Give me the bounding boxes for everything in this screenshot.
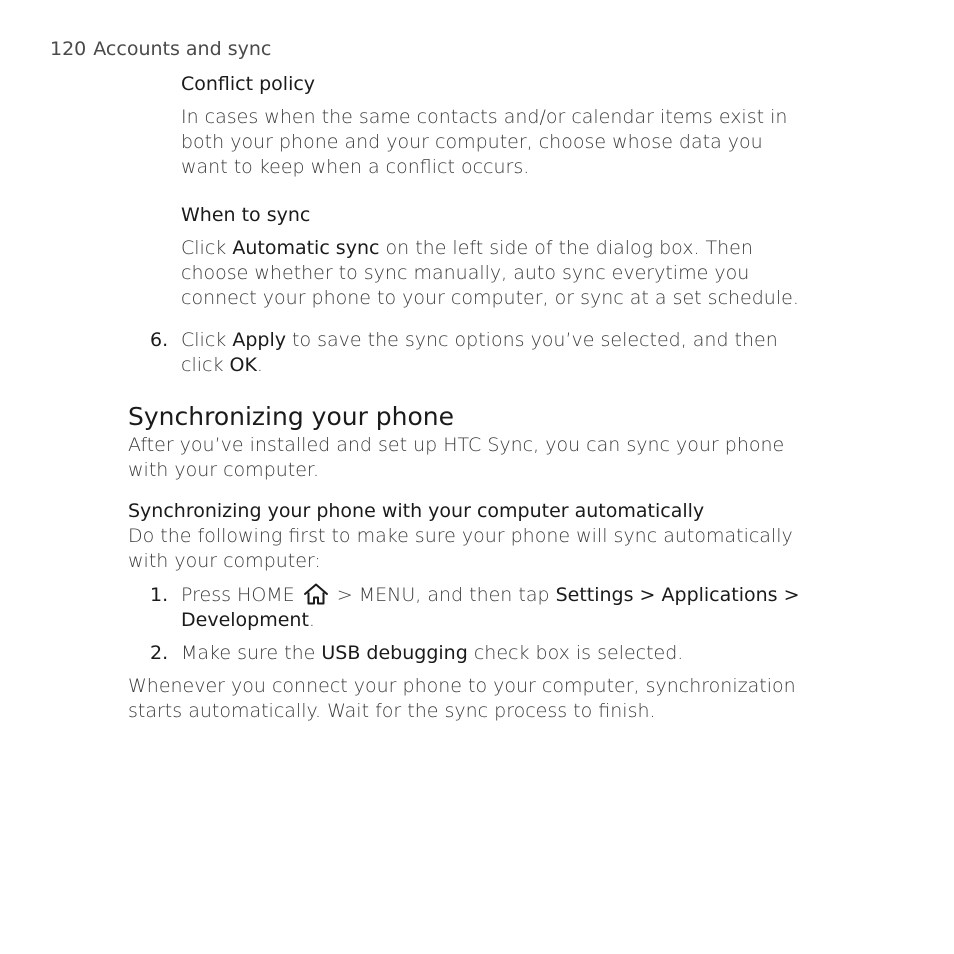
section-intro bbox=[128, 433, 784, 483]
ok-term: OK bbox=[229, 354, 257, 376]
settings-path-term: Settings > Applications > bbox=[555, 584, 800, 606]
conflict-policy-heading: Conflict policy bbox=[181, 73, 316, 95]
closing-paragraph bbox=[128, 674, 796, 724]
step-line bbox=[181, 328, 778, 353]
conflict-policy-line: In cases when the same contacts and/or calendar items exist in bbox=[181, 106, 788, 128]
text-run: . bbox=[308, 609, 315, 631]
home-icon bbox=[303, 583, 329, 605]
step-number: 6. bbox=[150, 329, 169, 351]
conflict-policy-line: want to keep when a conflict occurs. bbox=[181, 156, 530, 178]
development-term: Development bbox=[181, 609, 309, 631]
automatic-sync-term: Automatic sync bbox=[232, 237, 380, 259]
when-to-sync-heading: When to sync bbox=[181, 204, 311, 226]
intro-line: with your computer. bbox=[128, 459, 320, 481]
step-line bbox=[181, 353, 778, 378]
subsection-lead bbox=[128, 524, 793, 574]
when-to-sync-body bbox=[181, 236, 799, 311]
text-run: Click bbox=[181, 237, 233, 259]
chapter-title: Accounts and sync bbox=[93, 38, 272, 60]
text-run: Make sure the bbox=[181, 642, 322, 664]
text-run: . bbox=[256, 354, 263, 376]
step-number: 2. bbox=[150, 642, 169, 664]
apply-term: Apply bbox=[232, 329, 286, 351]
section-title: Synchronizing your phone bbox=[128, 402, 455, 431]
conflict-policy-body bbox=[181, 105, 787, 180]
text-run: Click bbox=[181, 329, 233, 351]
lead-line: with your computer: bbox=[128, 550, 321, 572]
when-to-sync-line: connect your phone to your computer, or sync at a set schedule. bbox=[181, 287, 799, 309]
step-number: 1. bbox=[150, 584, 169, 606]
step-2-text bbox=[181, 641, 683, 666]
step-line bbox=[181, 583, 800, 608]
conflict-policy-line: both your phone and your computer, choose whose data you bbox=[181, 131, 763, 153]
text-run: to save the sync options you’ve selected, and then bbox=[285, 329, 778, 351]
intro-line: After you’ve installed and set up HTC Sync, you can sync your phone bbox=[128, 434, 785, 456]
when-to-sync-line bbox=[181, 236, 799, 261]
lead-line: Do the following first to make sure your phone will sync automatically bbox=[128, 525, 793, 547]
closing-line: Whenever you connect your phone to your computer, synchronization bbox=[128, 675, 796, 697]
page-header bbox=[50, 38, 271, 60]
text-run: on the left side of the dialog box. Then bbox=[379, 237, 753, 259]
text-run: Press HOME bbox=[181, 584, 301, 606]
when-to-sync-line: choose whether to sync manually, auto sync everytime you bbox=[181, 262, 750, 284]
text-run: click bbox=[181, 354, 230, 376]
step-line bbox=[181, 608, 800, 633]
text-run: > MENU, and then tap bbox=[330, 584, 556, 606]
usb-debugging-term: USB debugging bbox=[321, 642, 468, 664]
subsection-heading: Synchronizing your phone with your computer automatically bbox=[128, 500, 705, 522]
step-6-text bbox=[181, 328, 778, 378]
page-number: 120 bbox=[50, 38, 87, 60]
text-run: check box is selected. bbox=[467, 642, 684, 664]
step-1-text bbox=[181, 583, 800, 633]
closing-line: starts automatically. Wait for the sync process to finish. bbox=[128, 700, 656, 722]
